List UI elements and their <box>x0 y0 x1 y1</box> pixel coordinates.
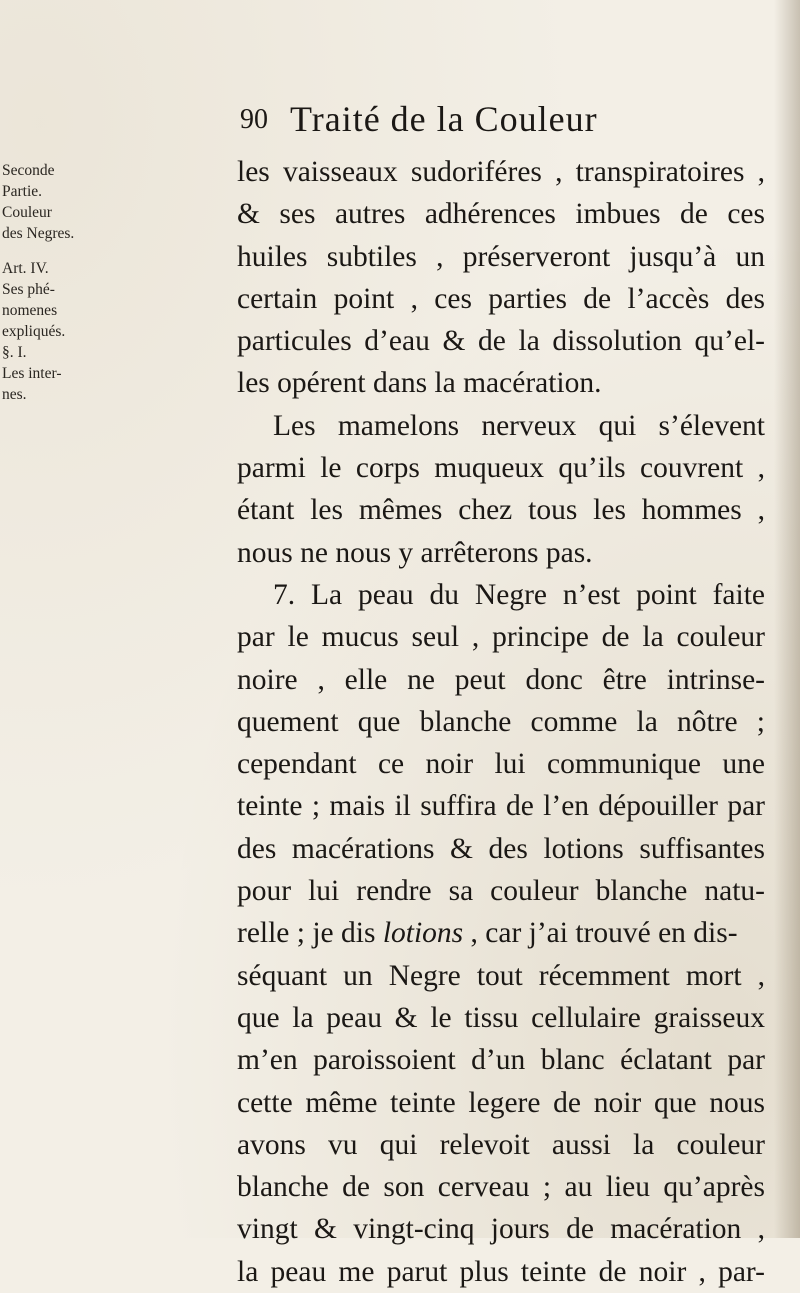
text-fragment: relle ; je dis <box>237 917 376 950</box>
body-text <box>237 151 765 1293</box>
text-line: & ses autres adhérences imbues de ces <box>237 198 765 231</box>
text-line: m’en paroissoient d’un blanc éclatant par <box>237 1044 765 1077</box>
text-line: séquant un Negre tout récemment mort , <box>237 959 765 992</box>
margin-note: Partie. <box>2 183 43 200</box>
margin-note: Art. IV. <box>2 260 49 277</box>
margin-note: Seconde <box>2 162 55 179</box>
margin-note: Couleur <box>2 204 52 221</box>
text-line: que la peau & le tissu cellulaire graisseux <box>237 1001 765 1034</box>
text-line: particules d’eau & de la dissolution qu’el- <box>237 325 765 358</box>
text-line: par le mucus seul , principe de la couleur <box>237 621 765 654</box>
text-fragment: , car j’ai trouvé en dis- <box>470 917 738 950</box>
text-line: les opérent dans la macération. <box>237 367 602 400</box>
text-line: huiles subtiles , préserveront jusqu’à un <box>237 240 765 273</box>
text-line: 7. La peau du Negre n’est point faite <box>273 578 765 611</box>
text-line: la peau me parut plus teinte de noir , par- <box>237 1255 765 1288</box>
running-title: Traité de la Couleur <box>290 99 598 139</box>
margin-note: §. I. <box>2 344 27 361</box>
margin-note: Ses phé- <box>2 281 55 298</box>
margin-note: nes. <box>2 386 27 403</box>
margin-gap <box>2 244 94 258</box>
text-line: pour lui rendre sa couleur blanche natu- <box>237 875 765 908</box>
text-line: teinte ; mais il suffira de l’en dépouiller par <box>237 790 765 823</box>
page-edge-shadow <box>774 0 800 1238</box>
text-line: étant les mêmes chez tous les hommes , <box>237 494 765 527</box>
margin-note: nomenes <box>2 302 58 319</box>
text-line: parmi le corps muqueux qu’ils couvrent , <box>237 452 765 485</box>
margin-notes <box>2 160 94 405</box>
margin-note: Les inter- <box>2 365 62 382</box>
text-line: vingt & vingt-cinq jours de macération , <box>237 1213 765 1246</box>
text-line: cependant ce noir lui communique une <box>237 748 765 781</box>
text-line: Les mamelons nerveux qui s’élevent <box>273 409 765 442</box>
text-line: quement que blanche comme la nôtre ; <box>237 705 765 738</box>
text-line: des macérations & des lotions suffisantes <box>237 832 765 865</box>
text-line: nous ne nous y arrêterons pas. <box>237 536 593 569</box>
text-line: cette même teinte legere de noir que nous <box>237 1086 765 1119</box>
text-line: avons vu qui relevoit aussi la couleur <box>237 1128 765 1161</box>
page-header <box>240 96 800 146</box>
page-number: 90 <box>240 104 268 135</box>
italic-word: lotions <box>382 917 464 950</box>
text-line: blanche de son cerveau ; au lieu qu’après <box>237 1171 765 1204</box>
margin-note: des Negres. <box>2 225 75 242</box>
text-line: noire , elle ne peut donc être intrinse- <box>237 663 765 696</box>
text-line: les vaisseaux sudoriféres , transpiratoires , <box>237 156 765 188</box>
text-line-with-italic <box>237 912 765 954</box>
margin-note: expliqués. <box>2 323 66 340</box>
text-line: certain point , ces parties de l’accès des <box>237 282 765 315</box>
